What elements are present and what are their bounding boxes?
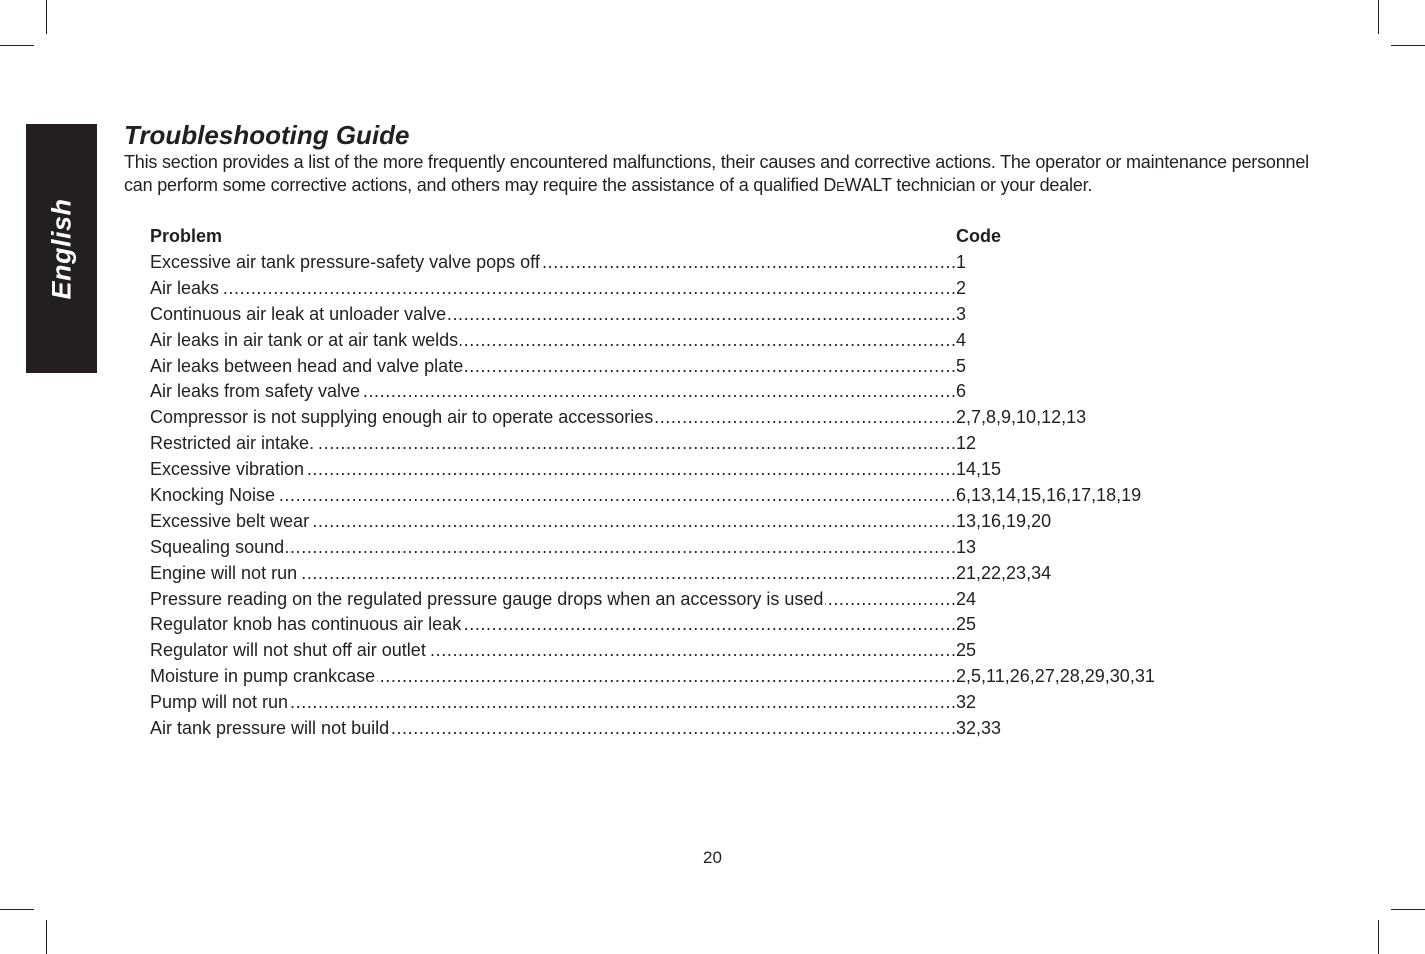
intro-text-end: WALT technician or your dealer. — [844, 175, 1093, 195]
problem-text: Knocking Noise — [150, 485, 276, 506]
problem-cell — [150, 276, 955, 302]
code-cell: 32 — [956, 692, 977, 713]
problem-text: Excessive belt wear — [150, 510, 310, 531]
crop-mark — [1378, 0, 1379, 34]
problem-cell — [150, 664, 955, 690]
problem-cell — [150, 690, 955, 716]
problem-cell — [150, 509, 955, 535]
problem-text: Air leaks between head and valve plate — [150, 355, 464, 376]
problem-text: Restricted air intake. — [150, 433, 315, 454]
problem-text: Compressor is not supplying enough air to operate accessories — [150, 407, 654, 428]
problem-text: Air leaks in air tank or at air tank welds — [150, 329, 459, 350]
code-cell: 32,33 — [956, 718, 1002, 739]
brand-smallcaps: E — [836, 179, 845, 194]
code-cell: 24 — [956, 588, 977, 609]
problem-cell — [150, 431, 955, 457]
problem-text: Continuous air leak at unloader valve — [150, 303, 447, 324]
intro-text: This section provides a list of the more frequently encountered malfunctions, their causes and corrective actions. The operator or maintenance personnel can perform some corrective actions, and others may require the assistance of a qualified D — [124, 152, 1309, 195]
problem-cell — [150, 405, 955, 431]
code-cell: 4 — [956, 329, 967, 350]
code-cell: 2,7,8,9,10,12,13 — [956, 407, 1087, 428]
code-cell: 25 — [956, 614, 977, 635]
table-row — [150, 431, 1250, 457]
code-cell: 1 — [956, 252, 967, 272]
section-title: Troubleshooting Guide — [124, 120, 410, 150]
table-row — [150, 328, 1250, 354]
problem-cell — [150, 379, 955, 405]
code-cell: 6 — [956, 381, 967, 402]
table-row — [150, 379, 1250, 405]
header-problem-label: Problem — [150, 226, 223, 246]
code-cell: 6,13,14,15,16,17,18,19 — [956, 485, 1142, 506]
problem-cell — [150, 328, 955, 354]
problem-cell — [150, 638, 955, 664]
section-intro — [124, 151, 1324, 198]
code-cell: 5 — [956, 355, 967, 376]
crop-mark — [46, 920, 47, 954]
table-row — [150, 250, 1250, 276]
table-body — [150, 250, 1250, 742]
code-cell: 13,16,19,20 — [956, 510, 1052, 531]
problem-text: Excessive vibration — [150, 459, 305, 480]
table-row — [150, 302, 1250, 328]
problem-cell — [150, 302, 955, 328]
code-cell: 2,5,11,26,27,28,29,30,31 — [956, 666, 1155, 687]
code-cell: 3 — [956, 303, 967, 324]
problem-cell — [150, 457, 955, 483]
problem-cell — [150, 561, 955, 587]
code-cell: 14,15 — [956, 459, 1002, 480]
table-row — [150, 354, 1250, 380]
problem-text: Excessive air tank pressure-safety valve pops off — [150, 252, 540, 272]
code-cell: 13 — [956, 536, 977, 557]
problem-cell — [150, 354, 955, 380]
code-cell: 2 — [956, 277, 967, 298]
language-tab-label: English — [46, 197, 76, 300]
problem-text: Moisture in pump crankcase — [150, 666, 376, 687]
crop-mark — [46, 0, 47, 34]
code-cell: 25 — [956, 640, 977, 661]
table-row — [150, 483, 1250, 509]
table-row — [150, 587, 1250, 613]
table-row — [150, 638, 1250, 664]
page-number: 20 — [703, 848, 722, 867]
crop-mark — [0, 909, 34, 910]
problem-cell — [150, 535, 955, 561]
problem-text: Pressure reading on the regulated pressure gauge drops when an accessory is used — [150, 588, 824, 609]
language-tab — [26, 124, 97, 373]
troubleshooting-table — [150, 222, 1250, 742]
table-row — [150, 612, 1250, 638]
table-row — [150, 405, 1250, 431]
problem-cell — [150, 483, 955, 509]
table-row — [150, 561, 1250, 587]
table-header — [150, 222, 1250, 250]
code-cell: 12 — [956, 433, 977, 454]
table-row — [150, 535, 1250, 561]
table-row — [150, 716, 1250, 742]
problem-text: Pump will not run — [150, 692, 289, 713]
problem-text: Air leaks from safety valve — [150, 381, 361, 402]
problem-text: Regulator will not shut off air outlet — [150, 640, 426, 661]
problem-text: Air leaks — [150, 277, 220, 298]
problem-cell — [150, 587, 955, 613]
problem-text: Air tank pressure will not build — [150, 718, 390, 739]
table-row — [150, 457, 1250, 483]
table-row — [150, 276, 1250, 302]
crop-mark — [1391, 909, 1425, 910]
problem-text: Engine will not run — [150, 562, 298, 583]
header-problem — [150, 222, 955, 250]
problem-text: Regulator knob has continuous air leak — [150, 614, 462, 635]
crop-mark — [0, 45, 34, 46]
problem-text: Squealing sound — [150, 536, 285, 557]
crop-mark — [1378, 920, 1379, 954]
table-row — [150, 664, 1250, 690]
problem-cell — [150, 250, 955, 276]
problem-cell — [150, 716, 955, 742]
header-code: Code — [956, 226, 1001, 246]
table-row — [150, 690, 1250, 716]
table-row — [150, 509, 1250, 535]
crop-mark — [1391, 45, 1425, 46]
problem-cell — [150, 612, 955, 638]
code-cell: 21,22,23,34 — [956, 562, 1052, 583]
